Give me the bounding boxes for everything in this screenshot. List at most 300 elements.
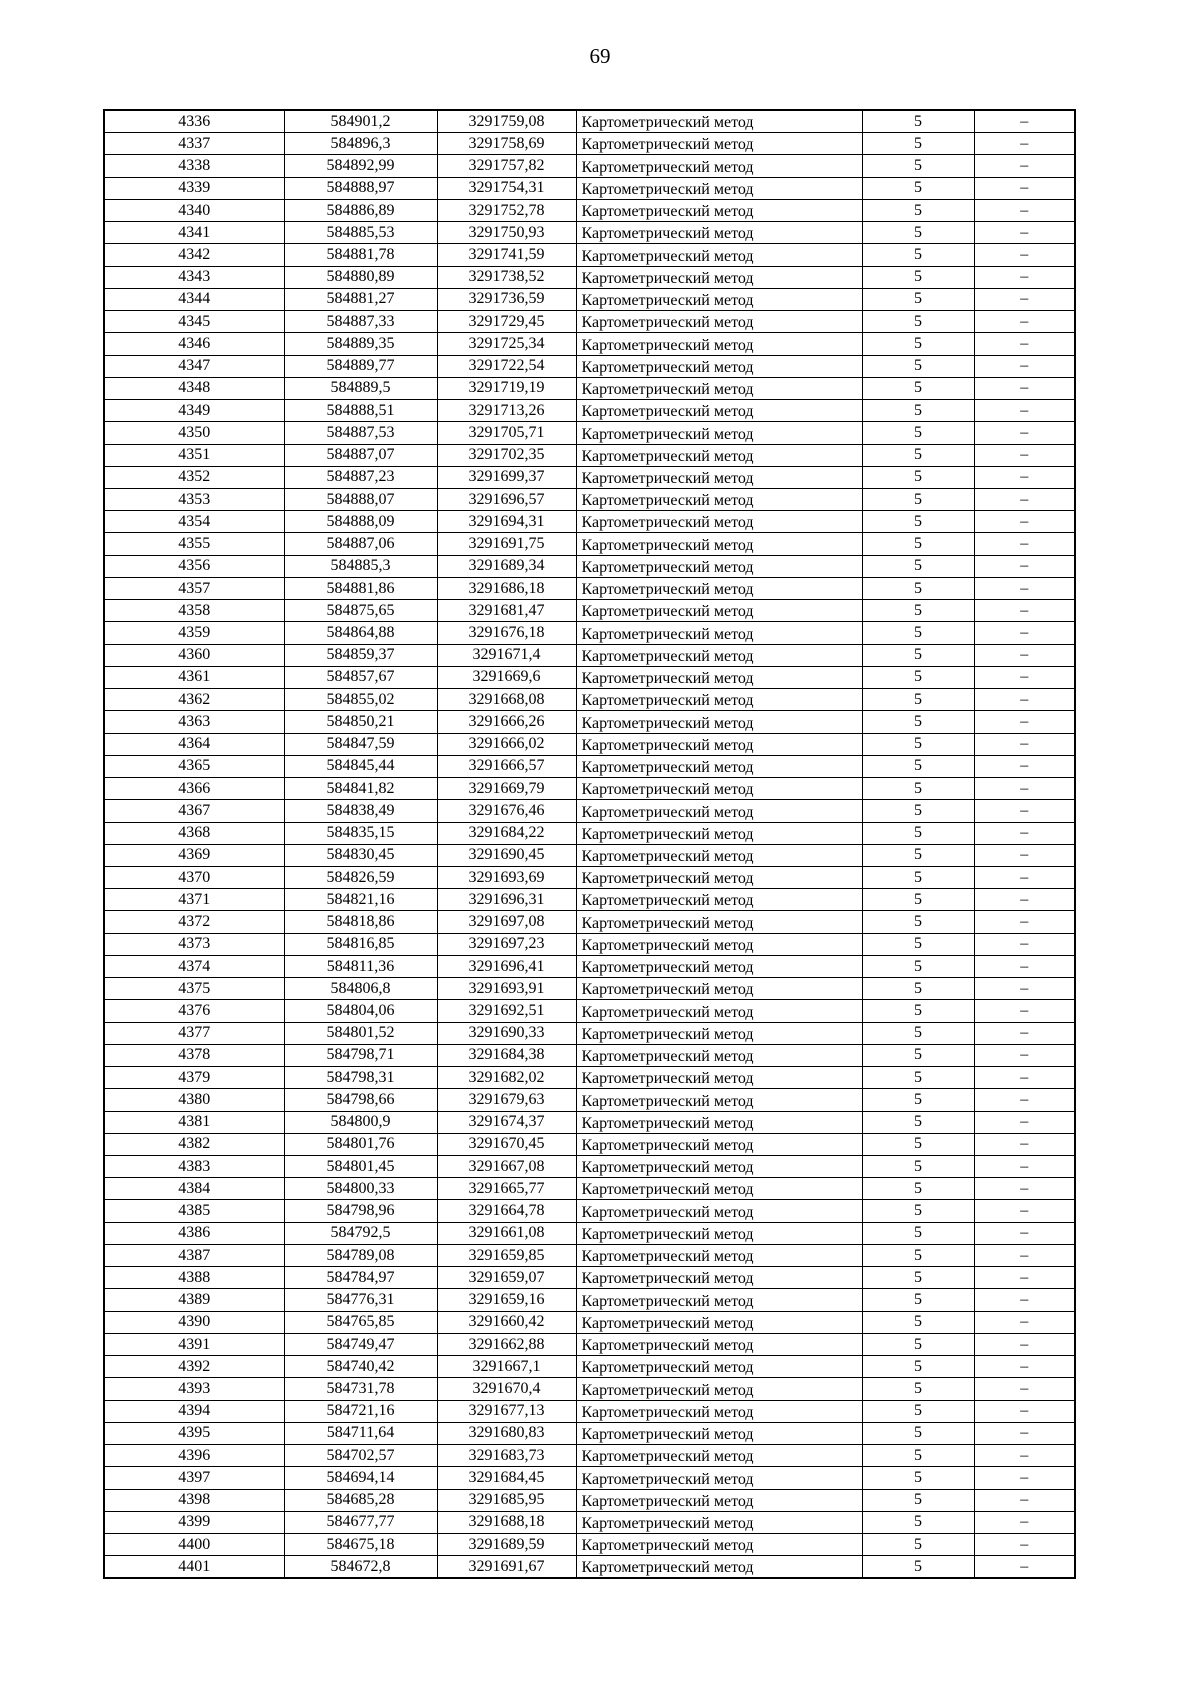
y-coordinate-cell: 3291686,18: [437, 577, 576, 599]
accuracy-cell: 5: [862, 644, 974, 666]
point-number-cell: 4339: [104, 177, 284, 199]
table-row: [104, 1445, 1075, 1467]
point-number-cell: 4366: [104, 778, 284, 800]
method-cell: Картометрический метод: [576, 1089, 862, 1111]
dash-mark: –: [1020, 913, 1029, 931]
table-row: [104, 1089, 1075, 1111]
accuracy-cell: 5: [862, 889, 974, 911]
y-coordinate-cell: 3291722,54: [437, 355, 576, 377]
method-cell: Картометрический метод: [576, 311, 862, 333]
table-row: [104, 1311, 1075, 1333]
accuracy-cell: 5: [862, 911, 974, 933]
x-coordinate-cell: 584798,66: [284, 1089, 437, 1111]
y-coordinate-cell: 3291666,26: [437, 711, 576, 733]
note-cell: [974, 422, 1075, 444]
point-number-cell: 4376: [104, 1000, 284, 1022]
table-row: [104, 889, 1075, 911]
table-row: [104, 244, 1075, 266]
method-cell: Картометрический метод: [576, 1400, 862, 1422]
dash-mark: –: [1020, 290, 1029, 308]
dash-mark: –: [1020, 624, 1029, 641]
point-number-cell: 4393: [104, 1378, 284, 1400]
method-cell: Картометрический метод: [576, 1556, 862, 1579]
point-number-cell: 4370: [104, 866, 284, 888]
y-coordinate-cell: 3291671,4: [437, 644, 576, 666]
accuracy-cell: 5: [862, 866, 974, 888]
method-cell: Картометрический метод: [576, 1044, 862, 1066]
y-coordinate-cell: 3291696,41: [437, 955, 576, 977]
method-cell: Картометрический метод: [576, 377, 862, 399]
coordinates-table: [103, 109, 1076, 1579]
method-cell: Картометрический метод: [576, 155, 862, 177]
method-cell: Картометрический метод: [576, 177, 862, 199]
x-coordinate-cell: 584901,2: [284, 110, 437, 133]
point-number-cell: 4390: [104, 1311, 284, 1333]
table-row: [104, 1022, 1075, 1044]
dash-mark: –: [1020, 1090, 1029, 1108]
table-row: [104, 689, 1075, 711]
y-coordinate-cell: 3291683,73: [437, 1445, 576, 1467]
dash-mark: –: [1020, 1468, 1029, 1486]
method-cell: Картометрический метод: [576, 199, 862, 221]
point-number-cell: 4353: [104, 488, 284, 510]
point-number-cell: 4355: [104, 533, 284, 555]
x-coordinate-cell: 584888,97: [284, 177, 437, 199]
x-coordinate-cell: 584850,21: [284, 711, 437, 733]
method-cell: Картометрический метод: [576, 1489, 862, 1511]
note-cell: [974, 644, 1075, 666]
dash-mark: –: [1020, 112, 1029, 130]
point-number-cell: 4346: [104, 333, 284, 355]
method-cell: Картометрический метод: [576, 1156, 862, 1178]
table-row: [104, 199, 1075, 221]
dash-mark: –: [1020, 557, 1029, 575]
method-cell: Картометрический метод: [576, 666, 862, 688]
method-cell: Картометрический метод: [576, 889, 862, 911]
y-coordinate-cell: 3291750,93: [437, 222, 576, 244]
note-cell: [974, 1267, 1075, 1289]
method-cell: Картометрический метод: [576, 844, 862, 866]
x-coordinate-cell: 584675,18: [284, 1534, 437, 1556]
method-cell: Картометрический метод: [576, 466, 862, 488]
x-coordinate-cell: 584889,35: [284, 333, 437, 355]
point-number-cell: 4369: [104, 844, 284, 866]
point-number-cell: 4397: [104, 1467, 284, 1489]
note-cell: [974, 889, 1075, 911]
dash-mark: –: [1020, 824, 1029, 842]
y-coordinate-cell: 3291661,08: [437, 1222, 576, 1244]
table-row: [104, 288, 1075, 310]
coordinates-table-body: [104, 110, 1075, 1578]
x-coordinate-cell: 584847,59: [284, 733, 437, 755]
table-row: [104, 355, 1075, 377]
x-coordinate-cell: 584859,37: [284, 644, 437, 666]
x-coordinate-cell: 584811,36: [284, 955, 437, 977]
dash-mark: –: [1020, 468, 1029, 486]
note-cell: [974, 1222, 1075, 1244]
y-coordinate-cell: 3291697,08: [437, 911, 576, 933]
method-cell: Картометрический метод: [576, 1356, 862, 1378]
x-coordinate-cell: 584798,31: [284, 1067, 437, 1089]
table-row: [104, 1356, 1075, 1378]
method-cell: Картометрический метод: [576, 800, 862, 822]
x-coordinate-cell: 584838,49: [284, 800, 437, 822]
note-cell: [974, 1333, 1075, 1355]
y-coordinate-cell: 3291669,6: [437, 666, 576, 688]
accuracy-cell: 5: [862, 1222, 974, 1244]
method-cell: Картометрический метод: [576, 1000, 862, 1022]
method-cell: Картометрический метод: [576, 1333, 862, 1355]
x-coordinate-cell: 584801,76: [284, 1133, 437, 1155]
note-cell: [974, 755, 1075, 777]
point-number-cell: 4361: [104, 666, 284, 688]
dash-mark: –: [1020, 1335, 1029, 1353]
note-cell: [974, 533, 1075, 555]
accuracy-cell: 5: [862, 933, 974, 955]
accuracy-cell: 5: [862, 1089, 974, 1111]
dash-mark: –: [1020, 1224, 1029, 1242]
dash-mark: –: [1020, 1157, 1029, 1175]
note-cell: [974, 1089, 1075, 1111]
table-row: [104, 1111, 1075, 1133]
page-number: 69: [589, 44, 611, 68]
table-row: [104, 1156, 1075, 1178]
dash-mark: –: [1020, 1135, 1029, 1153]
accuracy-cell: 5: [862, 1000, 974, 1022]
accuracy-cell: 5: [862, 1467, 974, 1489]
dash-mark: –: [1020, 1402, 1029, 1420]
note-cell: [974, 1200, 1075, 1222]
x-coordinate-cell: 584789,08: [284, 1244, 437, 1266]
table-row: [104, 933, 1075, 955]
y-coordinate-cell: 3291754,31: [437, 177, 576, 199]
note-cell: [974, 1556, 1075, 1579]
note-cell: [974, 133, 1075, 155]
method-cell: Картометрический метод: [576, 511, 862, 533]
note-cell: [974, 1400, 1075, 1422]
note-cell: [974, 377, 1075, 399]
note-cell: [974, 177, 1075, 199]
method-cell: Картометрический метод: [576, 1378, 862, 1400]
note-cell: [974, 600, 1075, 622]
table-row: [104, 488, 1075, 510]
x-coordinate-cell: 584887,06: [284, 533, 437, 555]
table-row: [104, 400, 1075, 422]
accuracy-cell: 5: [862, 800, 974, 822]
dash-mark: –: [1020, 1001, 1029, 1019]
point-number-cell: 4378: [104, 1044, 284, 1066]
table-row: [104, 333, 1075, 355]
accuracy-cell: 5: [862, 177, 974, 199]
note-cell: [974, 1244, 1075, 1266]
dash-mark: –: [1020, 735, 1029, 753]
y-coordinate-cell: 3291736,59: [437, 288, 576, 310]
point-number-cell: 4372: [104, 911, 284, 933]
y-coordinate-cell: 3291719,19: [437, 377, 576, 399]
note-cell: [974, 1422, 1075, 1444]
accuracy-cell: 5: [862, 1511, 974, 1533]
note-cell: [974, 1534, 1075, 1556]
y-coordinate-cell: 3291688,18: [437, 1511, 576, 1533]
accuracy-cell: 5: [862, 1311, 974, 1333]
method-cell: Картометрический метод: [576, 222, 862, 244]
table-row: [104, 1489, 1075, 1511]
point-number-cell: 4391: [104, 1333, 284, 1355]
dash-mark: –: [1020, 1535, 1029, 1553]
note-cell: [974, 1022, 1075, 1044]
table-row: [104, 600, 1075, 622]
y-coordinate-cell: 3291677,13: [437, 1400, 576, 1422]
accuracy-cell: 5: [862, 778, 974, 800]
table-row: [104, 466, 1075, 488]
table-row: [104, 533, 1075, 555]
x-coordinate-cell: 584801,52: [284, 1022, 437, 1044]
method-cell: Картометрический метод: [576, 1200, 862, 1222]
accuracy-cell: 5: [862, 577, 974, 599]
x-coordinate-cell: 584881,78: [284, 244, 437, 266]
dash-mark: –: [1020, 268, 1029, 286]
method-cell: Картометрический метод: [576, 778, 862, 800]
accuracy-cell: 5: [862, 110, 974, 133]
y-coordinate-cell: 3291681,47: [437, 600, 576, 622]
x-coordinate-cell: 584888,09: [284, 511, 437, 533]
point-number-cell: 4377: [104, 1022, 284, 1044]
method-cell: Картометрический метод: [576, 555, 862, 577]
method-cell: Картометрический метод: [576, 288, 862, 310]
note-cell: [974, 511, 1075, 533]
method-cell: Картометрический метод: [576, 1022, 862, 1044]
accuracy-cell: 5: [862, 333, 974, 355]
y-coordinate-cell: 3291685,95: [437, 1489, 576, 1511]
y-coordinate-cell: 3291713,26: [437, 400, 576, 422]
table-row: [104, 1556, 1075, 1579]
x-coordinate-cell: 584816,85: [284, 933, 437, 955]
table-row: [104, 822, 1075, 844]
accuracy-cell: 5: [862, 311, 974, 333]
dash-mark: –: [1020, 223, 1029, 241]
accuracy-cell: 5: [862, 199, 974, 221]
point-number-cell: 4347: [104, 355, 284, 377]
y-coordinate-cell: 3291725,34: [437, 333, 576, 355]
accuracy-cell: 5: [862, 355, 974, 377]
y-coordinate-cell: 3291668,08: [437, 689, 576, 711]
note-cell: [974, 933, 1075, 955]
accuracy-cell: 5: [862, 377, 974, 399]
accuracy-cell: 5: [862, 422, 974, 444]
point-number-cell: 4340: [104, 199, 284, 221]
y-coordinate-cell: 3291670,4: [437, 1378, 576, 1400]
point-number-cell: 4365: [104, 755, 284, 777]
dash-mark: –: [1020, 712, 1029, 730]
point-number-cell: 4401: [104, 1556, 284, 1579]
accuracy-cell: 5: [862, 155, 974, 177]
x-coordinate-cell: 584677,77: [284, 1511, 437, 1533]
x-coordinate-cell: 584892,99: [284, 155, 437, 177]
point-number-cell: 4352: [104, 466, 284, 488]
point-number-cell: 4358: [104, 600, 284, 622]
note-cell: [974, 1378, 1075, 1400]
method-cell: Картометрический метод: [576, 622, 862, 644]
x-coordinate-cell: 584857,67: [284, 666, 437, 688]
accuracy-cell: 5: [862, 133, 974, 155]
x-coordinate-cell: 584694,14: [284, 1467, 437, 1489]
dash-mark: –: [1020, 1291, 1029, 1309]
point-number-cell: 4345: [104, 311, 284, 333]
y-coordinate-cell: 3291660,42: [437, 1311, 576, 1333]
method-cell: Картометрический метод: [576, 1422, 862, 1444]
note-cell: [974, 822, 1075, 844]
dash-mark: –: [1020, 646, 1029, 664]
accuracy-cell: 5: [862, 755, 974, 777]
table-row: [104, 1400, 1075, 1422]
method-cell: Картометрический метод: [576, 1222, 862, 1244]
table-row: [104, 1067, 1075, 1089]
y-coordinate-cell: 3291684,45: [437, 1467, 576, 1489]
x-coordinate-cell: 584887,33: [284, 311, 437, 333]
note-cell: [974, 1289, 1075, 1311]
dash-mark: –: [1020, 1491, 1029, 1509]
x-coordinate-cell: 584792,5: [284, 1222, 437, 1244]
x-coordinate-cell: 584864,88: [284, 622, 437, 644]
x-coordinate-cell: 584889,5: [284, 377, 437, 399]
table-row: [104, 155, 1075, 177]
accuracy-cell: 5: [862, 222, 974, 244]
point-number-cell: 4373: [104, 933, 284, 955]
table-row: [104, 844, 1075, 866]
dash-mark: –: [1020, 490, 1029, 508]
point-number-cell: 4400: [104, 1534, 284, 1556]
x-coordinate-cell: 584841,82: [284, 778, 437, 800]
accuracy-cell: 5: [862, 1178, 974, 1200]
note-cell: [974, 110, 1075, 133]
point-number-cell: 4349: [104, 400, 284, 422]
point-number-cell: 4379: [104, 1067, 284, 1089]
table-row: [104, 978, 1075, 1000]
x-coordinate-cell: 584887,07: [284, 444, 437, 466]
point-number-cell: 4341: [104, 222, 284, 244]
point-number-cell: 4344: [104, 288, 284, 310]
dash-mark: –: [1020, 668, 1029, 686]
y-coordinate-cell: 3291665,77: [437, 1178, 576, 1200]
table-row: [104, 622, 1075, 644]
table-row: [104, 711, 1075, 733]
table-row: [104, 800, 1075, 822]
note-cell: [974, 333, 1075, 355]
y-coordinate-cell: 3291693,91: [437, 978, 576, 1000]
accuracy-cell: 5: [862, 1556, 974, 1579]
accuracy-cell: 5: [862, 1067, 974, 1089]
dash-mark: –: [1020, 890, 1029, 908]
note-cell: [974, 222, 1075, 244]
y-coordinate-cell: 3291759,08: [437, 110, 576, 133]
table-row: [104, 866, 1075, 888]
dash-mark: –: [1020, 157, 1029, 175]
point-number-cell: 4375: [104, 978, 284, 1000]
y-coordinate-cell: 3291757,82: [437, 155, 576, 177]
note-cell: [974, 1000, 1075, 1022]
dash-mark: –: [1020, 246, 1029, 264]
point-number-cell: 4387: [104, 1244, 284, 1266]
point-number-cell: 4382: [104, 1133, 284, 1155]
dash-mark: –: [1020, 1113, 1029, 1131]
dash-mark: –: [1020, 690, 1029, 708]
method-cell: Картометрический метод: [576, 1289, 862, 1311]
table-row: [104, 1467, 1075, 1489]
method-cell: Картометрический метод: [576, 533, 862, 555]
dash-mark: –: [1020, 179, 1029, 197]
table-row: [104, 1422, 1075, 1444]
y-coordinate-cell: 3291667,1: [437, 1356, 576, 1378]
point-number-cell: 4364: [104, 733, 284, 755]
x-coordinate-cell: 584887,23: [284, 466, 437, 488]
dash-mark: –: [1020, 957, 1029, 975]
point-number-cell: 4354: [104, 511, 284, 533]
dash-mark: –: [1020, 1246, 1029, 1264]
note-cell: [974, 1511, 1075, 1533]
table-row: [104, 1267, 1075, 1289]
x-coordinate-cell: 584845,44: [284, 755, 437, 777]
note-cell: [974, 266, 1075, 288]
note-cell: [974, 466, 1075, 488]
y-coordinate-cell: 3291693,69: [437, 866, 576, 888]
point-number-cell: 4357: [104, 577, 284, 599]
note-cell: [974, 555, 1075, 577]
note-cell: [974, 488, 1075, 510]
y-coordinate-cell: 3291729,45: [437, 311, 576, 333]
accuracy-cell: 5: [862, 1200, 974, 1222]
dash-mark: –: [1020, 979, 1029, 997]
note-cell: [974, 1067, 1075, 1089]
table-row: [104, 1178, 1075, 1200]
note-cell: [974, 311, 1075, 333]
dash-mark: –: [1020, 1357, 1029, 1375]
method-cell: Картометрический метод: [576, 644, 862, 666]
method-cell: Картометрический метод: [576, 755, 862, 777]
point-number-cell: 4399: [104, 1511, 284, 1533]
note-cell: [974, 778, 1075, 800]
point-number-cell: 4396: [104, 1445, 284, 1467]
note-cell: [974, 689, 1075, 711]
accuracy-cell: 5: [862, 1111, 974, 1133]
method-cell: Картометрический метод: [576, 866, 862, 888]
note-cell: [974, 844, 1075, 866]
method-cell: Картометрический метод: [576, 400, 862, 422]
x-coordinate-cell: 584886,89: [284, 199, 437, 221]
accuracy-cell: 5: [862, 555, 974, 577]
dash-mark: –: [1020, 423, 1029, 441]
table-row: [104, 1133, 1075, 1155]
table-row: [104, 644, 1075, 666]
x-coordinate-cell: 584672,8: [284, 1556, 437, 1579]
point-number-cell: 4371: [104, 889, 284, 911]
x-coordinate-cell: 584749,47: [284, 1333, 437, 1355]
y-coordinate-cell: 3291667,08: [437, 1156, 576, 1178]
table-row: [104, 444, 1075, 466]
point-number-cell: 4338: [104, 155, 284, 177]
accuracy-cell: 5: [862, 733, 974, 755]
accuracy-cell: 5: [862, 1378, 974, 1400]
accuracy-cell: 5: [862, 511, 974, 533]
x-coordinate-cell: 584800,33: [284, 1178, 437, 1200]
note-cell: [974, 1311, 1075, 1333]
accuracy-cell: 5: [862, 1244, 974, 1266]
point-number-cell: 4394: [104, 1400, 284, 1422]
point-number-cell: 4395: [104, 1422, 284, 1444]
y-coordinate-cell: 3291666,57: [437, 755, 576, 777]
y-coordinate-cell: 3291691,67: [437, 1556, 576, 1579]
x-coordinate-cell: 584711,64: [284, 1422, 437, 1444]
note-cell: [974, 400, 1075, 422]
